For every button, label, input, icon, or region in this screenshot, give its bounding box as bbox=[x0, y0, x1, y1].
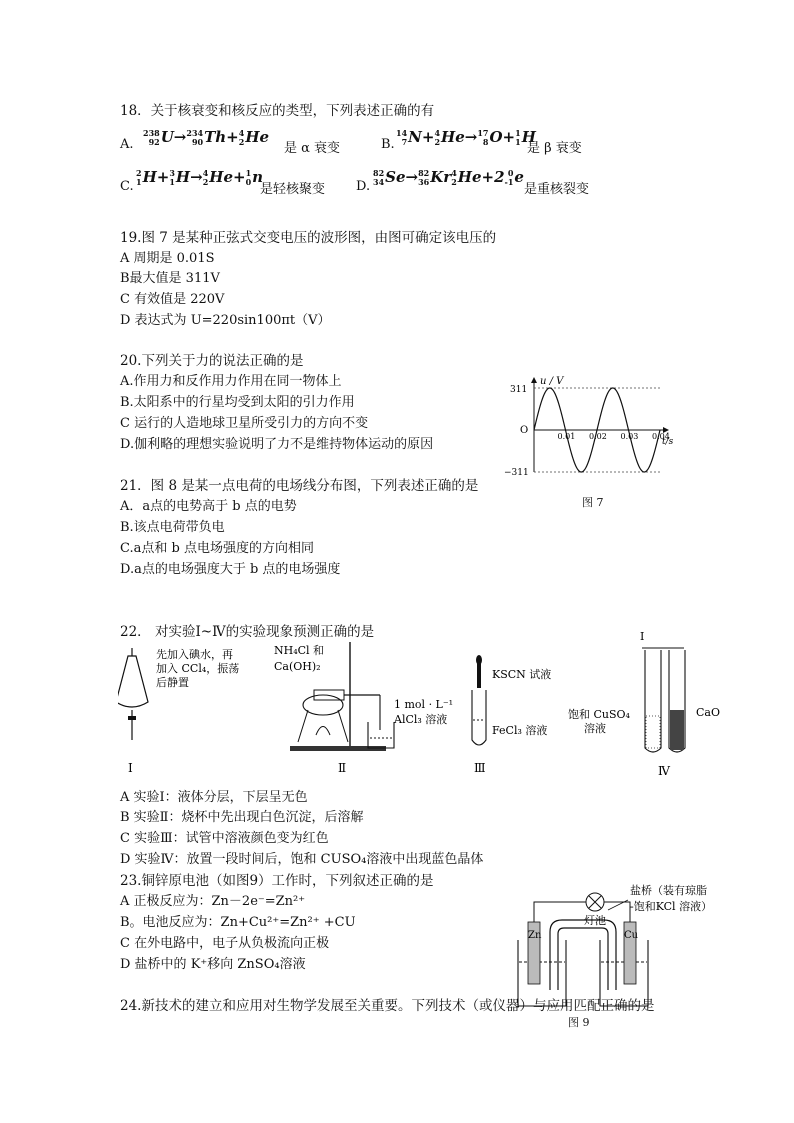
q21-option-b: B.该点电荷带负电 bbox=[120, 520, 225, 535]
q18-option-c-label: C. bbox=[120, 179, 134, 194]
q19-option-a: A 周期是 0.01S bbox=[120, 251, 215, 266]
q18-option-b-desc: 是 β 衰变 bbox=[527, 141, 582, 156]
experiment-iii-reagent: KSCN 试液 bbox=[492, 668, 552, 681]
q19-option-c: C 有效值是 220V bbox=[120, 292, 225, 307]
experiment-iv-cao: CaO bbox=[696, 706, 720, 719]
y-axis-label: u / V bbox=[540, 376, 564, 387]
q22-option-c: C 实验Ⅲ：试管中溶液颜色变为红色 bbox=[120, 831, 329, 846]
figure-7-caption: 图 7 bbox=[582, 496, 604, 509]
q23-stem: 23.铜锌原电池（如图9）工作时，下列叙述正确的是 bbox=[120, 873, 434, 889]
q21-option-c: C.a点和 b 点电场强度的方向相同 bbox=[120, 541, 314, 556]
experiment-iv-label: Ⅳ bbox=[658, 764, 670, 778]
q18-option-a-desc: 是 α 衰变 bbox=[284, 141, 341, 156]
experiment-iv-tubes bbox=[642, 648, 685, 752]
x-tick-label: 0.01 bbox=[557, 432, 576, 441]
q22-stem: 22． 对实验Ⅰ~Ⅳ的实验现象预测正确的是 bbox=[120, 624, 375, 640]
figure-22-experiments bbox=[118, 630, 758, 780]
galvanic-cell bbox=[518, 893, 648, 1006]
experiment-i-label: Ⅰ bbox=[128, 761, 133, 775]
q22-option-d: D 实验Ⅳ：放置一段时间后，饱和 CUSO₄溶液中出现蓝色晶体 bbox=[120, 852, 484, 867]
q18-option-a-label: A. bbox=[120, 137, 134, 152]
experiment-i-note-2: 加入 CCl₄，振荡 bbox=[156, 662, 240, 675]
x-axis-label: t/s bbox=[662, 437, 674, 447]
q18-option-b-label: B. bbox=[381, 137, 395, 152]
experiment-ii-apparatus bbox=[290, 642, 394, 751]
y-max-label: 311 bbox=[510, 385, 528, 395]
experiment-iv-solution-2: 溶液 bbox=[584, 722, 606, 735]
x-tick-label: 0.02 bbox=[589, 432, 607, 441]
q20-stem: 20.下列关于力的说法正确的是 bbox=[120, 353, 304, 369]
salt-bridge-label-1: 盐桥（装有琼脂 bbox=[630, 884, 707, 897]
experiment-ii-solution-2: AlCl₃ 溶液 bbox=[394, 713, 448, 726]
experiment-i-note-3: 后静置 bbox=[156, 676, 189, 689]
q18-option-d-label: D. bbox=[356, 179, 371, 194]
q20-option-c: C 运行的人造地球卫星所受引力的方向不变 bbox=[120, 416, 369, 431]
q22-option-b: B 实验Ⅱ：烧杯中先出现白色沉淀，后溶解 bbox=[120, 810, 364, 825]
experiment-iii-solution: FeCl₃ 溶液 bbox=[492, 724, 548, 737]
q18-option-d-desc: 是重核裂变 bbox=[524, 182, 590, 197]
q18-option-c-equation: 2 1 H+ 3 1 H→ 4 2 He+ 1 0 n bbox=[136, 168, 264, 187]
cu-electrode-label: Cu bbox=[624, 930, 639, 941]
zn-electrode-label: Zn bbox=[528, 930, 542, 941]
q18-stem: 18．关于核衰变和核反应的类型，下列表述正确的有 bbox=[120, 103, 435, 119]
q22-option-a: A 实验Ⅰ：液体分层，下层呈无色 bbox=[120, 790, 308, 805]
figure-7-chart bbox=[500, 372, 680, 512]
figure-9-caption: 图 9 bbox=[568, 1016, 590, 1029]
x-tick-label: 0.03 bbox=[620, 432, 639, 441]
experiment-ii-solution-1: 1 mol · L⁻¹ bbox=[394, 698, 454, 711]
salt-bridge-label-2: -饱和KCl 溶液） bbox=[630, 900, 713, 913]
q21-option-a: A．a点的电势高于 b 点的电势 bbox=[120, 499, 297, 514]
y-min-label: −311 bbox=[504, 468, 529, 478]
lamp-label: 灯池 bbox=[584, 914, 606, 927]
experiment-i-note-1: 先加入碘水，再 bbox=[156, 648, 233, 661]
x-tick-label: 0.04 bbox=[652, 432, 670, 441]
q23-option-b: B。电池反应为：Zn+Cu²⁺=Zn²⁺ +CU bbox=[120, 915, 356, 930]
q19-stem: 19.图 7 是某种正弦式交变电压的波形图，由图可确定该电压的 bbox=[120, 230, 497, 246]
q23-option-d: D 盐桥中的 K⁺移向 ZnSO₄溶液 bbox=[120, 957, 306, 972]
q23-option-a: A 正极反应为：Zn－2e⁻=Zn²⁺ bbox=[120, 894, 306, 909]
q19-option-d: D 表达式为 U=220sin100πt（V） bbox=[120, 313, 331, 328]
q18-option-b-equation: 14 7 N+ 4 2 He→ 17 8 O+ 1 1 H bbox=[396, 128, 536, 147]
q18-option-d-equation: 82 34 Se→ 82 36 Kr 4 2 He+2 0 -1 e bbox=[373, 168, 524, 187]
experiment-ii-label: Ⅱ bbox=[338, 761, 347, 775]
experiment-iv-solution-1: 饱和 CuSO₄ bbox=[568, 708, 630, 721]
q20-option-d: D.伽利略的理想实验说明了力不是维持物体运动的原因 bbox=[120, 437, 434, 452]
q21-option-d: D.a点的电场强度大于 b 点的电场强度 bbox=[120, 562, 341, 577]
q20-option-a: A.作用力和反作用力作用在同一物体上 bbox=[120, 374, 342, 389]
q20-option-b: B.太阳系中的行星均受到太阳的引力作用 bbox=[120, 395, 355, 410]
experiment-iii-label: Ⅲ bbox=[474, 761, 486, 775]
q23-option-c: C 在外电路中，电子从负极流向正极 bbox=[120, 936, 330, 951]
q21-stem: 21．图 8 是某一点电荷的电场线分布图，下列表述正确的是 bbox=[120, 478, 479, 494]
experiment-iv-top-label: I bbox=[640, 630, 645, 643]
q24-stem: 24.新技术的建立和应用对生物学发展至关重要。下列技术（或仪器）与应用匹配正确的是 bbox=[120, 998, 655, 1014]
q18-option-a-equation: 238 92 U→ 234 90 Th+ 4 2 He bbox=[143, 128, 270, 147]
experiment-iii-test-tube bbox=[472, 655, 486, 745]
experiment-i-funnel bbox=[118, 648, 148, 740]
experiment-ii-reagent-1: NH₄Cl 和 bbox=[274, 644, 325, 657]
origin-label: O bbox=[520, 425, 529, 436]
q18-option-c-desc: 是轻核聚变 bbox=[260, 182, 326, 197]
experiment-ii-reagent-2: Ca(OH)₂ bbox=[274, 660, 321, 673]
q19-option-b: B最大值是 311V bbox=[120, 271, 220, 286]
